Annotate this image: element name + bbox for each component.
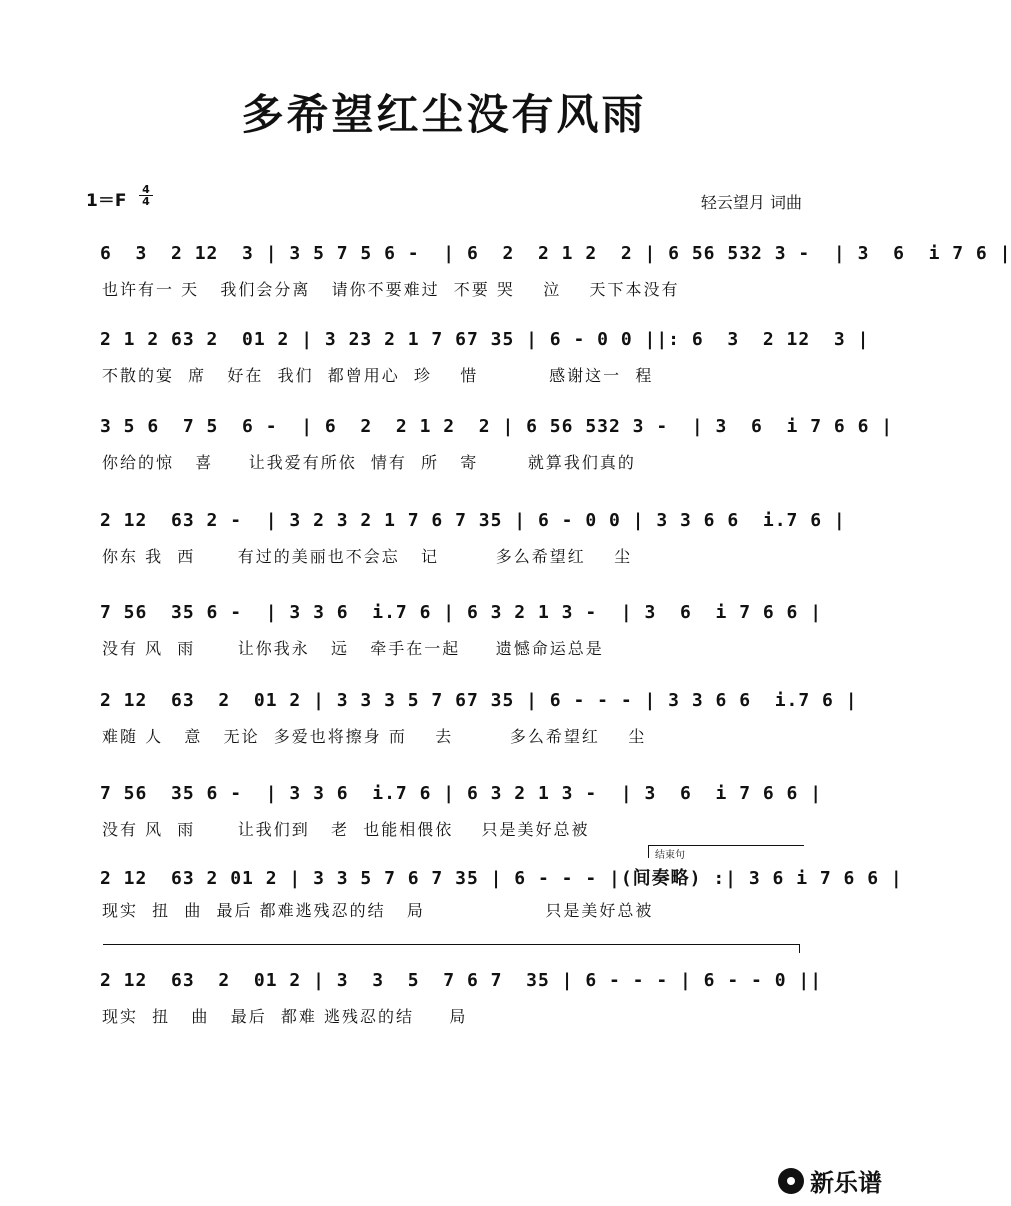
- credit-line: 轻云望月 词曲: [700, 193, 802, 212]
- lyrics-line: 你东 我 西 有过的美丽也不会忘 记 多么希望红 尘: [102, 547, 633, 566]
- notes-line: 2 1 2 63 2 01 2 | 3 23 2 1 7 67 35 | 6 - 0 0 ||: 6 3 2 12 3 |: [100, 329, 870, 350]
- time-signature-bottom: 4: [142, 195, 150, 208]
- lyrics-line: 现实 扭 曲 最后 都难 逃残忍的结 局: [102, 1007, 468, 1026]
- coda-bracket: [103, 944, 800, 953]
- lyrics-line: 你给的惊 喜 让我爱有所依 情有 所 寄 就算我们真的: [102, 453, 636, 472]
- logo-text: 新乐谱: [810, 1169, 882, 1197]
- lyrics-line: 难随 人 意 无论 多爱也将擦身 而 去 多么希望红 尘: [102, 727, 647, 746]
- notes-line: 2 12 63 2 01 2 | 3 3 5 7 6 7 35 | 6 - - - |(间奏略) :| 3 6 i 7 6 6 |: [100, 868, 903, 889]
- key-signature: 1＝F: [86, 191, 127, 211]
- score-line-1: [0, 243, 1011, 303]
- song-title: 多希望红尘没有风雨: [241, 90, 647, 139]
- lyrics-line: 没有 风 雨 让你我永 远 牵手在一起 遗憾命运总是: [102, 639, 604, 658]
- site-logo: [778, 1163, 882, 1198]
- ending-label: 结束句: [655, 850, 685, 861]
- score-line-9: [0, 970, 888, 1030]
- score-line-5: [0, 602, 888, 662]
- lyrics-line: 也许有一 天 我们会分离 请你不要难过 不要 哭 泣 天下本没有: [102, 280, 680, 299]
- notes-line: 2 12 63 2 01 2 | 3 3 5 7 6 7 35 | 6 - - - | 6 - - 0 ||: [100, 970, 823, 991]
- notes-line: 7 56 35 6 - | 3 3 6 i.7 6 | 6 3 2 1 3 - | 3 6 i 7 6 6 |: [100, 783, 823, 804]
- lyrics-line: 现实 扭 曲 最后 都难逃残忍的结 局 只是美好总被: [102, 901, 654, 920]
- score-line-8: [0, 864, 903, 924]
- notes-line: 2 12 63 2 - | 3 2 3 2 1 7 6 7 35 | 6 - 0 0 | 3 3 6 6 i.7 6 |: [100, 510, 846, 531]
- record-icon: [778, 1168, 804, 1194]
- time-signature: [139, 184, 153, 207]
- score-line-3: [0, 416, 894, 476]
- score-line-6: [0, 690, 888, 750]
- ending-bracket: [648, 845, 804, 861]
- time-signature-top: 4: [139, 184, 153, 196]
- lyrics-line: 不散的宴 席 好在 我们 都曾用心 珍 惜 感谢这一 程: [102, 366, 654, 385]
- notes-line: 2 12 63 2 01 2 | 3 3 3 5 7 67 35 | 6 - - - | 3 3 6 6 i.7 6 |: [100, 690, 858, 711]
- lyrics-line: 没有 风 雨 让我们到 老 也能相偎依 只是美好总被: [102, 820, 590, 839]
- score-line-2: [0, 329, 888, 389]
- notes-line: 7 56 35 6 - | 3 3 6 i.7 6 | 6 3 2 1 3 - | 3 6 i 7 6 6 |: [100, 602, 823, 623]
- score-line-7: [0, 783, 888, 843]
- notes-line: 6 3 2 12 3 | 3 5 7 5 6 - | 6 2 2 1 2 2 | 6 56 532 3 - | 3 6 i 7 6 |: [100, 243, 1011, 264]
- notes-line: 3 5 6 7 5 6 - | 6 2 2 1 2 2 | 6 56 532 3 - | 3 6 i 7 6 6 |: [100, 416, 894, 437]
- score-line-4: [0, 510, 888, 570]
